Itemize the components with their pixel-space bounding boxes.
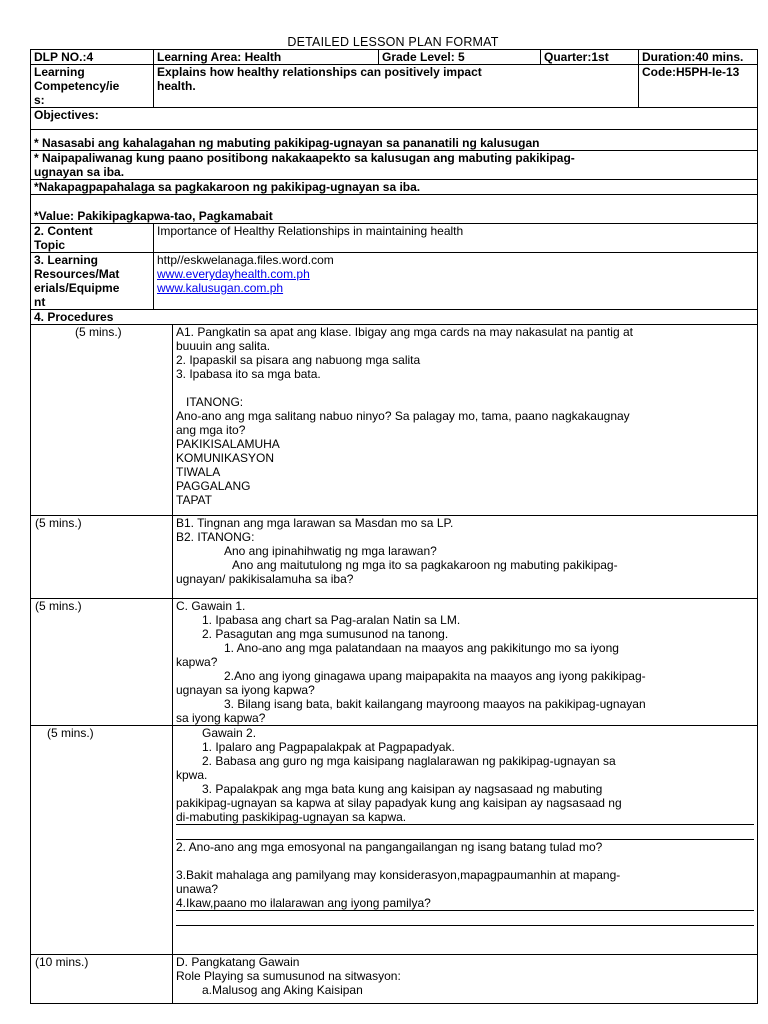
dlp-number: DLP NO.:4 [31,50,154,65]
objective-item: ugnayan sa iba. [34,165,125,179]
procedure-step [31,726,758,955]
header-row [31,50,758,65]
step-time: (5 mins.) [31,325,173,516]
step-time: (5 mins.) [31,599,173,726]
procedure-step [31,955,758,1004]
resources-row [31,253,758,310]
value-statement: *Value: Pakikipagkapwa-tao, Pagkamabait [34,209,273,223]
step-time: (5 mins.) [31,516,173,599]
competency-code: Code:H5PH-Ie-13 [639,65,758,108]
objective-item: * Nasasabi ang kahalagahan ng mabuting pakikipag-ugnayan sa pananatili ng kalusugan [34,136,540,150]
step-time: (5 mins.) [31,726,173,955]
procedure-step [31,325,758,516]
content-topic-row [31,224,758,253]
resource-item: http//eskwelanaga.files.word.com [157,253,334,267]
quarter: Quarter:1st [541,50,639,65]
procedure-step [31,516,758,599]
learning-area: Learning Area: Health [154,50,379,65]
procedures-label-row [31,310,758,325]
procedure-step [31,599,758,726]
step-content: D. Pangkatang Gawain Role Playing sa sumusunod na sitwasyon: a.Malusog ang Aking Kaisipan [173,955,758,1004]
competency-row [31,65,758,108]
resource-link[interactable]: www.kalusugan.com.ph [157,281,284,295]
objectives-list [31,130,758,224]
resource-link[interactable]: www.everydayhealth.com.ph [157,267,310,281]
step-time: (10 mins.) [31,955,173,1004]
competency-text: Explains how healthy relationships can positively impact health. [154,65,639,108]
objectives-row [31,130,758,224]
objective-item: * Naipapaliwanag kung paano positibong nakakaapekto sa kalusugan ang mabuting pakikipag- [34,151,575,165]
resources-label: 3. Learning Resources/Mat erials/Equipme nt [31,253,154,310]
page-title: DETAILED LESSON PLAN FORMAT [287,35,499,49]
step-content: A1. Pangkatin sa apat ang klase. Ibigay ang mga cards na may nakasulat na pantig at buuuin ang salita. 2. Ipapaskil sa pisara ang nabuong mga salita 3. Ipabasa ito sa mga bata. ITANONG: Ano-ano ang mga salitang nabuo ninyo? Sa palagay mo, tama, paano nagkakaugnay ang mga ito? PAKIKISALAMUHA KOMUNIKASYON TIWALA PAGGALANG TAPAT [173,325,758,516]
objectives-label-row [31,108,758,130]
grade-level: Grade Level: 5 [379,50,541,65]
answer-line [176,925,754,926]
content-topic-label: 2. Content Topic [31,224,154,253]
duration: Duration:40 mins. [639,50,758,65]
procedures-label: 4. Procedures [31,310,758,325]
objective-item: *Nakapagpapahalaga sa pagkakaroon ng pakikipag-ugnayan sa iba. [34,180,421,194]
objectives-label: Objectives: [31,108,758,130]
step-content: C. Gawain 1. 1. Ipabasa ang chart sa Pag-aralan Natin sa LM. 2. Pasagutan ang mga sumusunod na tanong. 1. Ano-ano ang mga palatandaan na maayos ang pakikitungo mo sa iyong kapwa? 2.Ano ang iyong ginagawa upang maipapakita na maayos ang iyong pakikipag- ugnayan sa iyong kapwa? 3. Bilang isang bata, bakit kailangang mayroong maayos na pakikipag-ugnayan sa iyong kapwa? [173,599,758,726]
step-content: B1. Tingnan ang mga larawan sa Masdan mo sa LP. B2. ITANONG: Ano ang ipinahihwatig ng mga larawan? Ano ang maitutulong ng mga ito sa pagkakaroon ng mabuting pakikipag- ugnayan/ pakikisalamuha sa iba? [173,516,758,599]
step-content: Gawain 2. 1. Ipalaro ang Pagpapalakpak at Pagpapadyak. 2. Babasa ang guro ng mga kaisipang naglalarawan ng pakikipag-ugnayan sa kpwa. 3. Papalakpak ang mga bata kung ang kaisipan ay nagsasaad ng mabuting pakikipag-ugnayan sa kapwa at silay papadyak kung ang kaisipan ay nagsasaad ng di-mabuting paskikipag-ugnayan sa kapwa. 2. Ano-ano ang mga emosyonal na pangangailangan ng isang batang tulad mo? 3.Bakit mahalaga ang pamilyang may konsiderasyon,mapagpaumanhin at mapang- unawa? 4.Ikaw,paano mo ilalarawan ang iyong pamilya? [173,726,758,955]
competency-label: Learning Competency/ie s: [31,65,154,108]
content-topic-text: Importance of Healthy Relationships in maintaining health [154,224,758,253]
lesson-plan-table [30,49,758,1004]
resources-list [154,253,758,310]
